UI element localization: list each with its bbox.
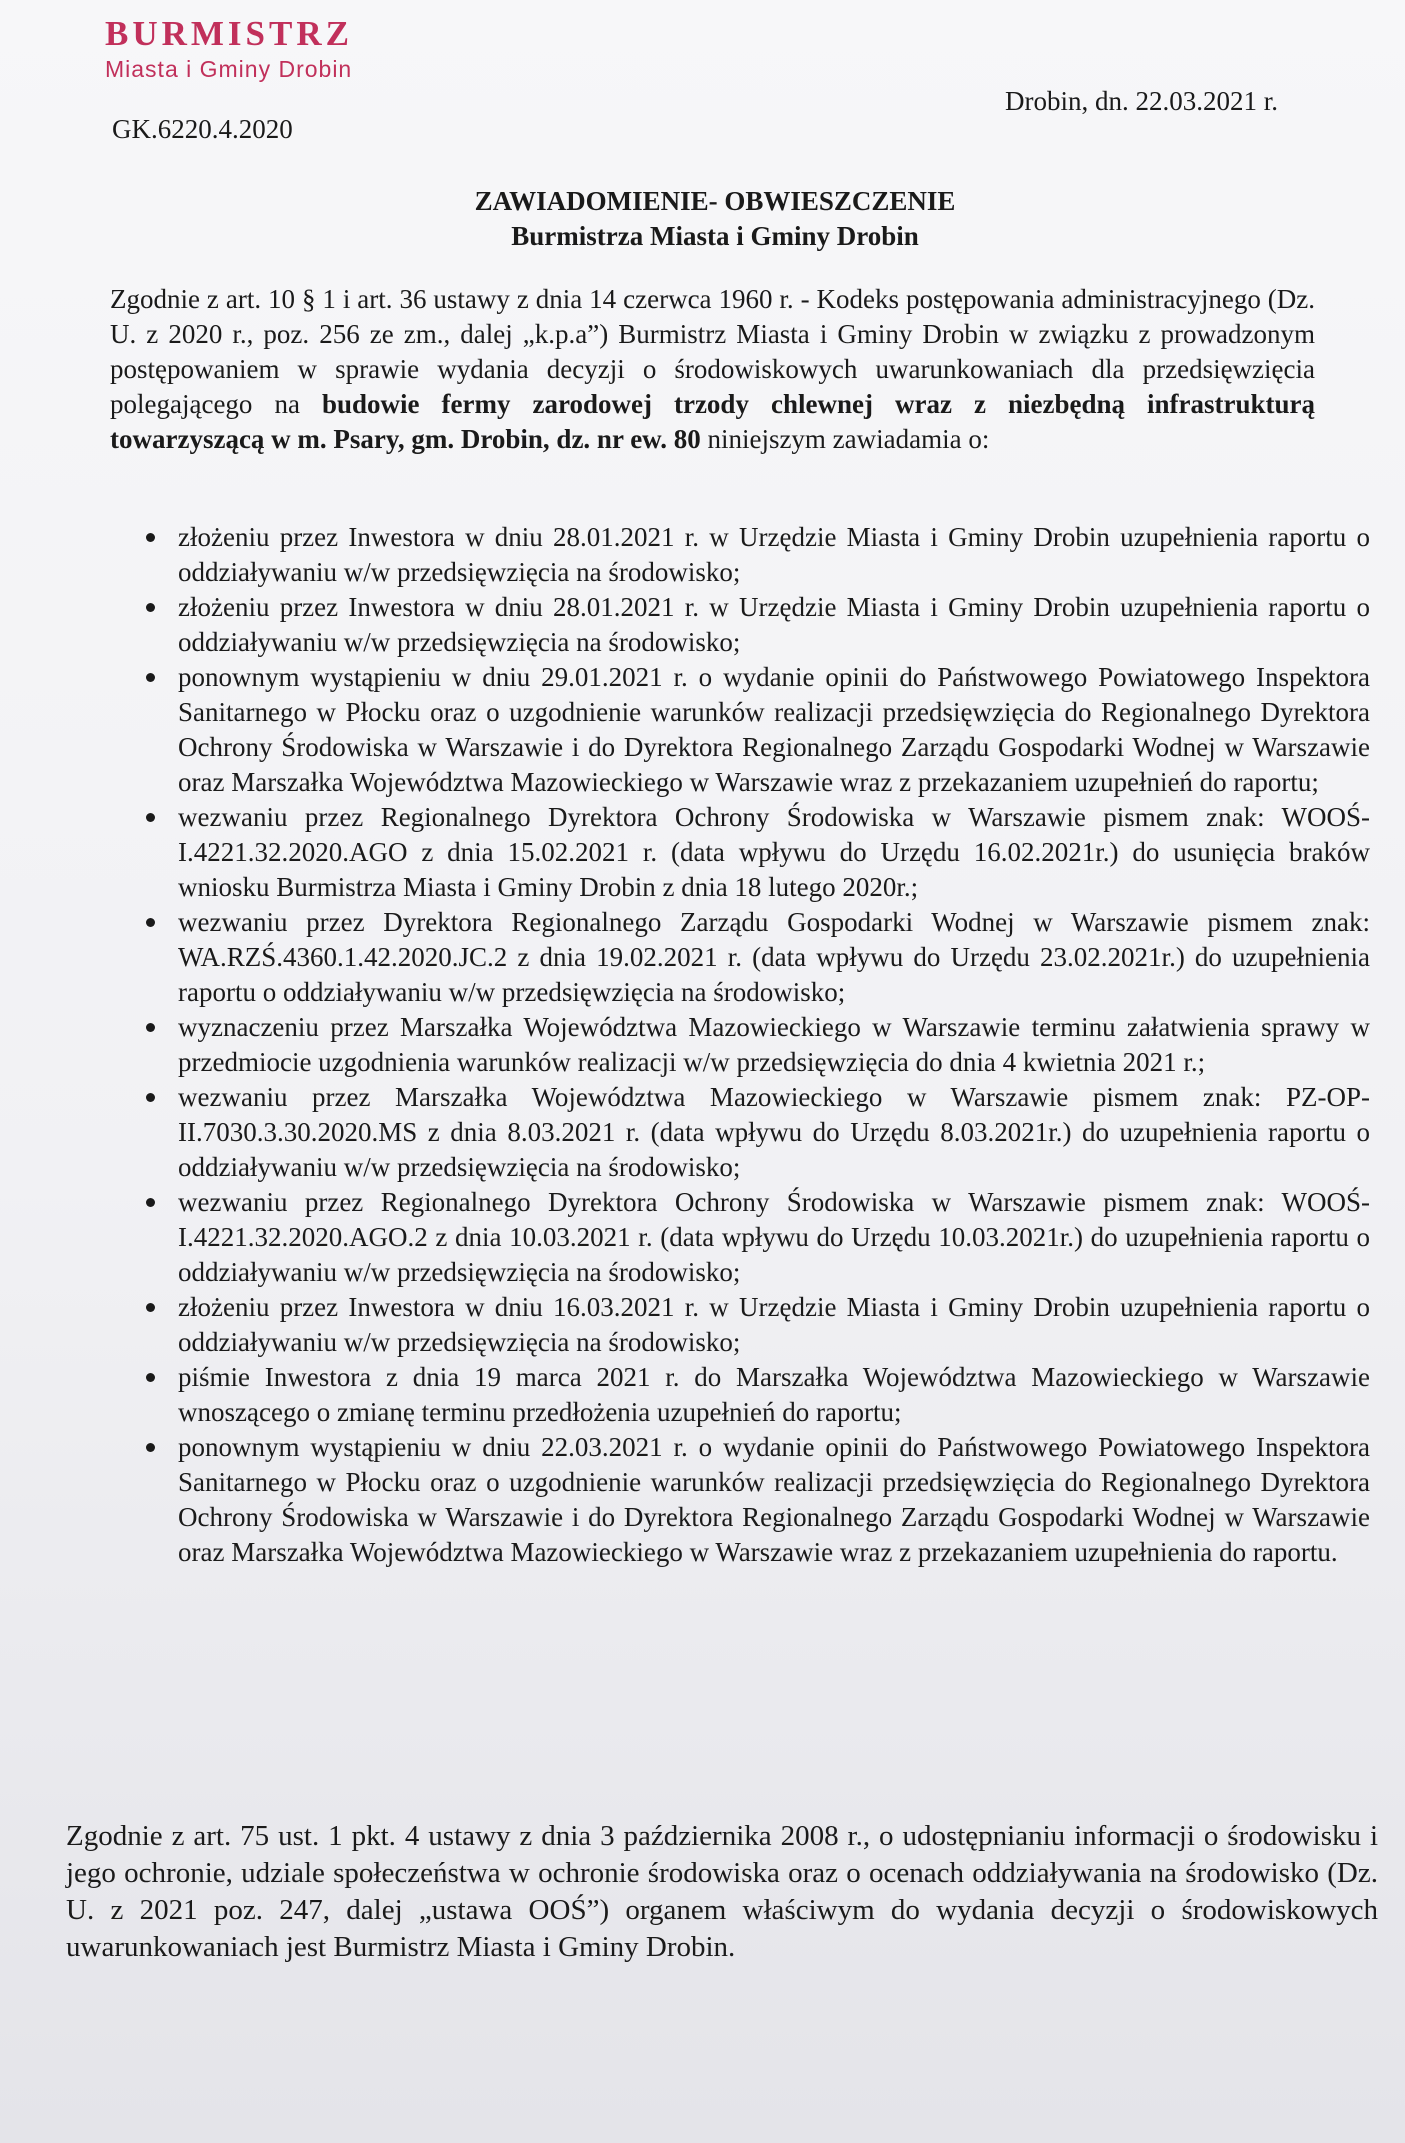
intro-text-bold: budowie fermy zarodowej trzody chlewnej wraz z niezbędną infrastrukturą towarzyszącą w m. Psary, gm. Drobin, dz. nr ew. 80 (110, 389, 1315, 454)
bullet-icon (146, 813, 155, 822)
closing-paragraph: Zgodnie z art. 75 ust. 1 pkt. 4 ustawy z dnia 3 października 2008 r., o udostępnianiu informacji o środowisku i jego ochronie, udziale społeczeństwa w ochronie środowiska oraz o ocenach oddziaływania na środowisko (Dz. U. z 2021 poz. 247, dalej „ustawa OOŚ”) organem właściwym do wydania decyzji o środowiskowych uwarunkowaniach jest Burmistrz Miasta i Gminy Drobin. (66, 1820, 1378, 1963)
list-item-text: ponownym wystąpieniu w dniu 22.03.2021 r. o wydanie opinii do Państwowego Powiatowego Inspektora Sanitarnego w Płocku oraz o uzgodnienie warunków realizacji przedsięwzięcia do Regionalnego Dyrektora Ochrony Środowiska w Warszawie i do Dyrektora Regionalnego Zarządu Gospodarki Wodnej w Warszawie oraz Marszałka Województwa Mazowieckiego w Warszawie wraz z przekazaniem uzupełnienia do raportu. (178, 1432, 1370, 1567)
list-item-text: złożeniu przez Inwestora w dniu 16.03.2021 r. w Urzędzie Miasta i Gminy Drobin uzupełnienia raportu o oddziaływaniu w/w przedsięwzięcia na środowisko; (178, 1292, 1370, 1357)
list-item-text: wezwaniu przez Regionalnego Dyrektora Ochrony Środowiska w Warszawie pismem znak: WOOŚ-I.4221.32.2020.AGO z dnia 15.02.2021 r. (data wpływu do Urzędu 16.02.2021r.) do usunięcia braków wniosku Burmistrza Miasta i Gminy Drobin z dnia 18 lutego 2020r.; (178, 802, 1370, 902)
stamp-line-2: Miasta i Gminy Drobin (105, 56, 353, 82)
bullet-icon (146, 918, 155, 927)
list-item-text: piśmie Inwestora z dnia 19 marca 2021 r. do Marszałka Województwa Mazowieckiego w Warszawie wnoszącego o zmianę terminu przedłożenia uzupełnień do raportu; (178, 1362, 1370, 1427)
title-line-1: ZAWIADOMIENIE- OBWIESZCZENIE (474, 186, 956, 216)
intro-text-after: niniejszym zawiadamia o: (700, 424, 990, 454)
bullet-icon (146, 673, 155, 682)
list-item (130, 1080, 1370, 1185)
list-item (130, 1010, 1370, 1080)
bullet-icon (146, 603, 155, 612)
list-item-text: wyznaczeniu przez Marszałka Województwa Mazowieckiego w Warszawie terminu załatwienia sprawy w przedmiocie uzgodnienia warunków realizacji w/w przedsięwzięcia do dnia 4 kwietnia 2021 r.; (178, 1012, 1370, 1077)
bullet-icon (146, 1023, 155, 1032)
list-item-text: wezwaniu przez Dyrektora Regionalnego Zarządu Gospodarki Wodnej w Warszawie pismem znak: WA.RZŚ.4360.1.42.2020.JC.2 z dnia 19.02.2021 r. (data wpływu do Urzędu 23.02.2021r.) do uzupełnienia raportu o oddziaływaniu w/w przedsięwzięcia na środowisko; (178, 907, 1370, 1007)
stamp-line-1: BURMISTRZ (105, 14, 353, 53)
intro-paragraph (110, 282, 1315, 457)
list-item (130, 1290, 1370, 1360)
list-item-text: wezwaniu przez Marszałka Województwa Mazowieckiego w Warszawie pismem znak: PZ-OP-II.7030.3.30.2020.MS z dnia 8.03.2021 r. (data wpływu do Urzędu 8.03.2021r.) do uzupełnienia raportu o oddziaływaniu w/w przedsięwzięcia na środowisko; (178, 1082, 1370, 1182)
list-item-text: ponownym wystąpieniu w dniu 29.01.2021 r. o wydanie opinii do Państwowego Powiatowego Inspektora Sanitarnego w Płocku oraz o uzgodnienie warunków realizacji przedsięwzięcia do Regionalnego Dyrektora Ochrony Środowiska w Warszawie i do Dyrektora Regionalnego Zarządu Gospodarki Wodnej w Warszawie oraz Marszałka Województwa Mazowieckiego w Warszawie wraz z przekazaniem uzupełnień do raportu; (178, 662, 1370, 797)
bullet-icon (146, 1303, 155, 1312)
bullet-icon (146, 1373, 155, 1382)
list-item-text: złożeniu przez Inwestora w dniu 28.01.2021 r. w Urzędzie Miasta i Gminy Drobin uzupełnienia raportu o oddziaływaniu w/w przedsięwzięcia na środowisko; (178, 592, 1370, 657)
office-stamp (105, 14, 353, 83)
document-date: Drobin, dn. 22.03.2021 r. (1005, 86, 1278, 116)
bullet-icon (146, 1443, 155, 1452)
list-item (130, 1360, 1370, 1430)
title-line-2: Burmistrza Miasta i Gminy Drobin (511, 221, 919, 251)
notice-list (130, 520, 1370, 1570)
bullet-icon (146, 1093, 155, 1102)
intro-text-before: Zgodnie z art. 10 § 1 i art. 36 ustawy z dnia 14 czerwca 1960 r. - Kodeks postępowania administracyjnego (Dz. U. z 2020 r., poz. 256 ze zm., dalej „k.p.a”) Burmistrz Miasta i Gminy Drobin w związku z prowadzonym postępowaniem w sprawie wydania decyzji o środowiskowych uwarunkowaniach dla przedsięwzięcia polegającego na (110, 284, 1315, 419)
list-item (130, 660, 1370, 800)
list-item (130, 800, 1370, 905)
document-title (0, 184, 1405, 254)
list-item-text: złożeniu przez Inwestora w dniu 28.01.2021 r. w Urzędzie Miasta i Gminy Drobin uzupełnienia raportu o oddziaływaniu w/w przedsięwzięcia na środowisko; (178, 522, 1370, 587)
list-item (130, 905, 1370, 1010)
list-item (130, 1430, 1370, 1570)
case-reference: GK.6220.4.2020 (112, 114, 293, 144)
list-item (130, 1185, 1370, 1290)
list-item (130, 590, 1370, 660)
list-item (130, 520, 1370, 590)
bullet-icon (146, 1198, 155, 1207)
list-item-text: wezwaniu przez Regionalnego Dyrektora Ochrony Środowiska w Warszawie pismem znak: WOOŚ-I.4221.32.2020.AGO.2 z dnia 10.03.2021 r. (data wpływu do Urzędu 10.03.2021r.) do uzupełnienia raportu o oddziaływaniu w/w przedsięwzięcia na środowisko; (178, 1187, 1370, 1287)
bullet-icon (146, 533, 155, 542)
